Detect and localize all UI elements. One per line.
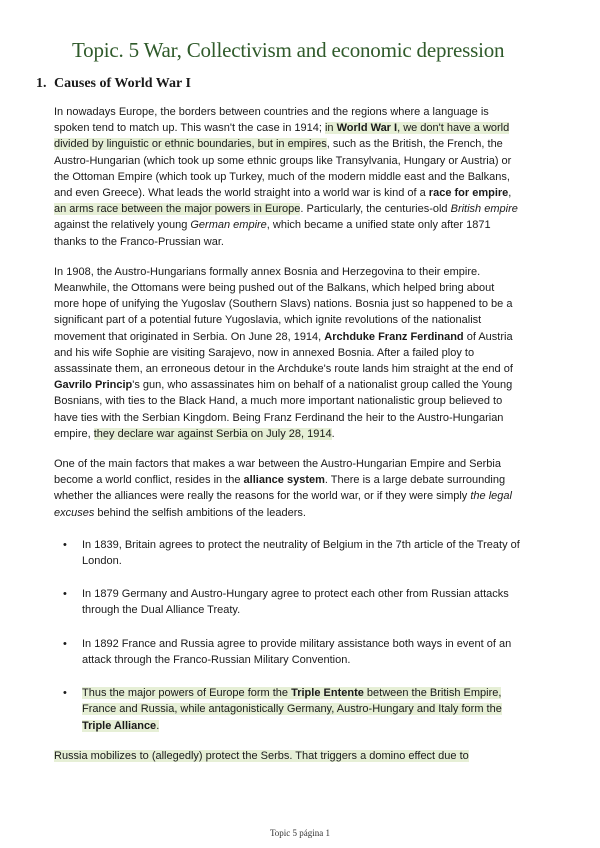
list-item-text: In 1892 France and Russia agree to provide military assistance both ways in event of an attack through the Franco-Russian Military Convention.	[82, 637, 512, 666]
document-body	[54, 104, 522, 778]
list-item	[54, 586, 522, 618]
highlight	[82, 687, 502, 731]
italic-text: German empire	[190, 219, 267, 232]
bold-text: Triple Alliance	[82, 719, 157, 732]
text-run: One of the main factors that makes a war between the Austro-Hungarian Empire and Serbia become a world conflict, resides in the	[54, 458, 501, 487]
text-run: against the relatively young	[54, 219, 191, 232]
text-run: Thus the major powers of Europe form the	[82, 687, 292, 700]
text-run: In nowadays Europe, the borders between countries and the regions where a language is spoken tend to match up. This wasn't the case in 1914;	[54, 106, 489, 135]
page-footer: Topic 5 página 1	[269, 828, 331, 838]
italic-text: British empire	[450, 203, 518, 216]
bullet-icon: •	[63, 538, 67, 551]
text-run: .	[156, 719, 160, 732]
paragraph-3	[54, 456, 522, 521]
bold-text: alliance system	[243, 474, 325, 487]
section-number: 1.	[36, 76, 47, 91]
text-run: 's gun, who assassinates him on behalf of a nationalist group called the Young Bosnians, with ties to the Black Hand, a much more important nationalistic group believed to have ties with the Serbian Kingdom. Being Franz Ferdinand the heir to the Austro-Hungarian empire,	[54, 379, 513, 440]
bullet-icon: •	[63, 687, 67, 700]
alliance-list	[54, 537, 522, 734]
text-run: .	[331, 427, 335, 440]
bullet-icon: •	[63, 588, 67, 601]
paragraph-2	[54, 264, 522, 442]
text-run: ,	[508, 187, 512, 200]
section-heading-text: Causes of World War I	[54, 76, 191, 91]
list-item	[54, 537, 522, 569]
bold-text: Gavrilo Princip	[54, 379, 133, 392]
text-run: in	[324, 122, 337, 135]
text-run: of Austria and his wife Sophie are visiting Sarajevo, now in annexed Bosnia. After a failed ploy to assassinate them, an erroneous detour in the Archduke's route lands him straight at the end of	[54, 330, 513, 376]
bold-text: Triple Entente	[291, 687, 364, 700]
italic-text: the legal excuses	[54, 490, 512, 519]
text-run: , we don't have a world divided by linguistic or ethnic boundaries, but in empires	[54, 122, 510, 151]
paragraph-1	[54, 104, 522, 250]
list-item-text: In 1839, Britain agrees to protect the neutrality of Belgium in the 7th article of the Treaty of London.	[82, 538, 520, 568]
text-run: , which became a unified state only after 1871 thanks to the Franco-Prussian war.	[54, 219, 491, 248]
list-item	[54, 685, 522, 734]
bold-text: Archduke Franz Ferdinand	[324, 330, 464, 343]
highlight: an arms race between the major powers in Europe	[54, 203, 301, 216]
bold-text: World War I	[336, 122, 398, 135]
highlight: they declare war against Serbia on July 28, 1914	[93, 427, 332, 440]
list-item-text: In 1879 Germany and Austro-Hungary agree to protect each other from Russian attacks through the Dual Alliance Treaty.	[82, 588, 509, 617]
bold-text: race for empire	[428, 187, 509, 200]
paragraph-4	[54, 748, 522, 764]
text-run: . Particularly, the centuries-old	[300, 203, 451, 216]
text-run: , such as the British, the French, the Austro-Hungarian (which took up some ethnic groups like Transylvania, Hungary or Austria) or the Ottoman Empire (which took up Turkey, much of the modern middle east and the Balkans, and even Greece). What leads the world straight into a world war is kind of a	[54, 138, 512, 200]
text-run: In 1908, the Austro-Hungarians formally annex Bosnia and Herzegovina to their empire. Meanwhile, the Ottomans were being pushed out of the Balkans, which helped bring about more hope of unifying the Yugoslav (Southern Slavs) nations. Bosnia just so happened to be a significant part of a potential future Yugoslavia, which ignite revolutions of the nationalist movement that originated in Serbia. On June 28, 1914,	[54, 265, 513, 343]
text-run: between the British Empire, France and Russia, while antagonistically Germany, Austro-Hungary and Italy form the	[82, 687, 502, 716]
text-run: . There is a large debate surrounding whether the alliances were really the reasons for the world war, or if they were simply	[54, 474, 506, 503]
page-title: Topic. 5 War, Collectivism and economic depression	[72, 38, 505, 62]
text-run: behind the selfish ambitions of the leaders.	[94, 506, 306, 519]
highlight: Russia mobilizes to (allegedly) protect the Serbs. That triggers a domino effect due to	[54, 749, 469, 762]
bullet-icon: •	[63, 637, 67, 650]
list-item	[54, 636, 522, 668]
section-heading	[36, 76, 191, 92]
